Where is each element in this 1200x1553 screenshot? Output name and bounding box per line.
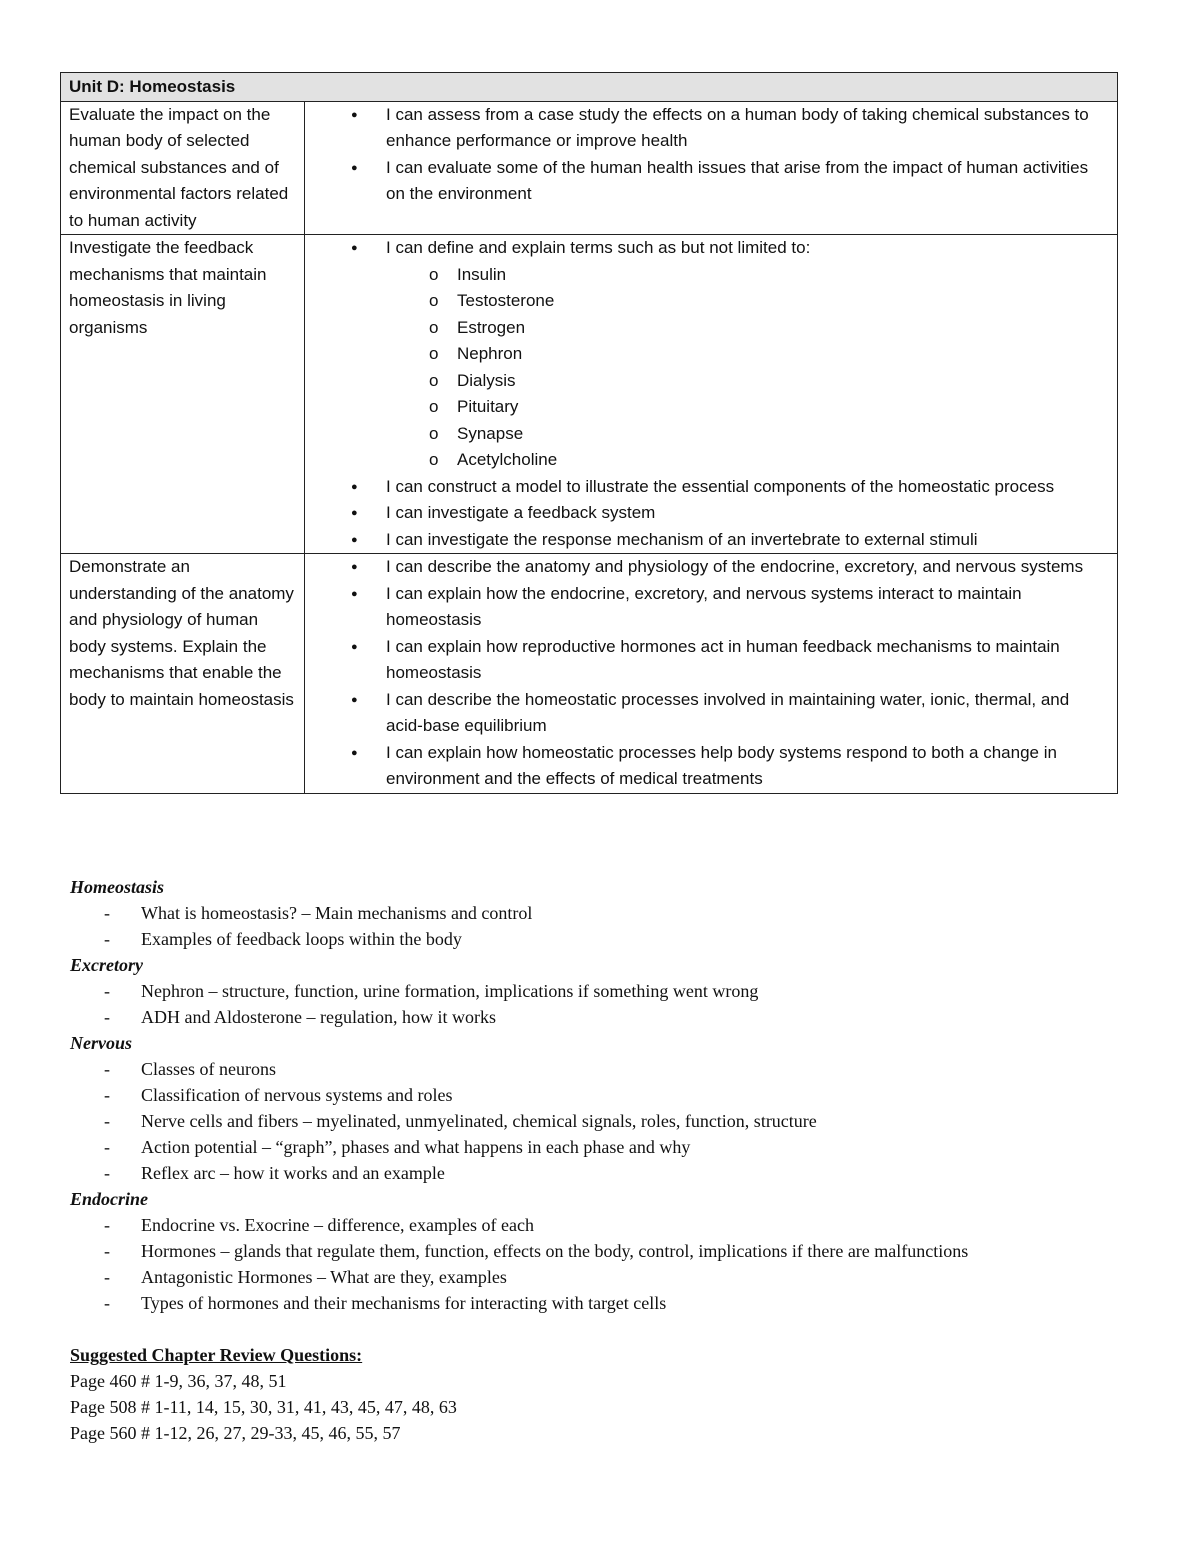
topic-title: Excretory — [70, 955, 143, 975]
topic-item: - Classes of neurons — [70, 1056, 1150, 1082]
term-item: o Dialysis — [386, 368, 1109, 395]
topic-section — [70, 952, 1150, 1030]
topic-item: - Action potential – “graph”, phases and what happens in each phase and why — [70, 1134, 1150, 1160]
study-topics — [70, 874, 1150, 1446]
indicator-item — [313, 102, 1109, 155]
indicator-text: I can describe the homeostatic processes involved in maintaining water, ionic, thermal, and acid-base equilibrium — [386, 689, 1070, 735]
indicator-text: I can construct a model to illustrate the essential components of the homeostatic process — [386, 476, 1055, 496]
review-questions — [70, 1342, 1150, 1446]
outcomes-table — [60, 72, 1118, 794]
term-item: o Testosterone — [386, 288, 1109, 315]
indicator-text: I can define and explain terms such as but not limited to: — [386, 238, 811, 257]
topic-items — [70, 978, 1150, 1030]
review-line: Page 508 # 1-11, 14, 15, 30, 31, 41, 43, 45, 47, 48, 63 — [70, 1397, 457, 1417]
indicator-text: I can evaluate some of the human health issues that arise from the impact of human activities on the environment — [386, 157, 1089, 203]
indicator-item — [313, 740, 1109, 793]
term-item: o Insulin — [386, 262, 1109, 289]
topic-item: - ADH and Aldosterone – regulation, how it works — [70, 1004, 1150, 1030]
table-row — [61, 235, 1118, 554]
topic-item: - Classification of nervous systems and roles — [70, 1082, 1150, 1108]
topic-items — [70, 900, 1150, 952]
term-item: o Estrogen — [386, 315, 1109, 342]
indicator-item — [313, 500, 1109, 527]
term-item: o Pituitary — [386, 394, 1109, 421]
term-item: o Synapse — [386, 421, 1109, 448]
topic-title: Homeostasis — [70, 877, 165, 897]
indicator-cell — [305, 554, 1118, 794]
topic-section — [70, 1030, 1150, 1186]
unit-title: Unit D: Homeostasis — [61, 73, 1118, 102]
indicator-cell — [305, 101, 1118, 235]
topic-title: Endocrine — [70, 1189, 149, 1209]
indicator-item — [313, 155, 1109, 208]
indicator-item — [313, 581, 1109, 634]
indicator-text: I can assess from a case study the effects on a human body of taking chemical substances to enhance performance or improve health — [386, 104, 1089, 150]
review-line: Page 460 # 1-9, 36, 37, 48, 51 — [70, 1371, 287, 1391]
topic-item: - Hormones – glands that regulate them, function, effects on the body, control, implications if there are malfunctions — [70, 1238, 1150, 1264]
review-line: Page 560 # 1-12, 26, 27, 29-33, 45, 46, 55, 57 — [70, 1423, 401, 1443]
term-item: o Acetylcholine — [386, 447, 1109, 474]
indicator-text: I can investigate a feedback system — [386, 503, 656, 522]
indicator-item — [313, 554, 1109, 581]
indicator-cell — [305, 235, 1118, 554]
term-list — [386, 262, 1109, 474]
indicator-list — [313, 235, 1109, 553]
indicator-text: I can explain how homeostatic processes help body systems respond to both a change in environment and the effects of medical treatments — [386, 742, 1057, 788]
topic-item: - Types of hormones and their mechanisms for interacting with target cells — [70, 1290, 1150, 1316]
table-row — [61, 101, 1118, 235]
indicator-text: I can investigate the response mechanism of an invertebrate to external stimuli — [386, 529, 978, 549]
topic-items — [70, 1212, 1150, 1316]
outcome-cell: Demonstrate an understanding of the anatomy and physiology of human body systems. Explain the mechanisms that enable the body to maintain homeostasis — [61, 554, 305, 794]
topic-item: - Antagonistic Hormones – What are they, examples — [70, 1264, 1150, 1290]
topic-item: - Reflex arc – how it works and an example — [70, 1160, 1150, 1186]
indicator-item — [313, 235, 1109, 474]
indicator-list — [313, 102, 1109, 208]
topic-items — [70, 1056, 1150, 1186]
topic-section — [70, 874, 1150, 952]
indicator-list — [313, 554, 1109, 793]
indicator-text: I can explain how the endocrine, excretory, and nervous systems interact to maintain homeostasis — [386, 583, 1022, 629]
table-header-row — [61, 73, 1118, 102]
topic-item: - What is homeostasis? – Main mechanisms and control — [70, 900, 1150, 926]
term-item: o Nephron — [386, 341, 1109, 368]
indicator-item — [313, 474, 1109, 501]
indicator-item — [313, 634, 1109, 687]
topic-title: Nervous — [70, 1033, 132, 1053]
topic-section — [70, 1186, 1150, 1316]
topic-item: - Nephron – structure, function, urine formation, implications if something went wrong — [70, 978, 1150, 1004]
topic-item: - Nerve cells and fibers – myelinated, unmyelinated, chemical signals, roles, function, structure — [70, 1108, 1150, 1134]
topic-item: - Examples of feedback loops within the body — [70, 926, 1150, 952]
indicator-text: I can describe the anatomy and physiology of the endocrine, excretory, and nervous systems — [386, 557, 1084, 576]
indicator-text: I can explain how reproductive hormones act in human feedback mechanisms to maintain homeostasis — [386, 636, 1060, 682]
outcome-cell: Investigate the feedback mechanisms that maintain homeostasis in living organisms — [61, 235, 305, 554]
review-title: Suggested Chapter Review Questions: — [70, 1345, 363, 1365]
indicator-item — [313, 527, 1109, 554]
outcome-cell: Evaluate the impact on the human body of selected chemical substances and of environmental factors related to human activity — [61, 101, 305, 235]
indicator-item — [313, 687, 1109, 740]
table-row — [61, 554, 1118, 794]
topic-item: - Endocrine vs. Exocrine – difference, examples of each — [70, 1212, 1150, 1238]
